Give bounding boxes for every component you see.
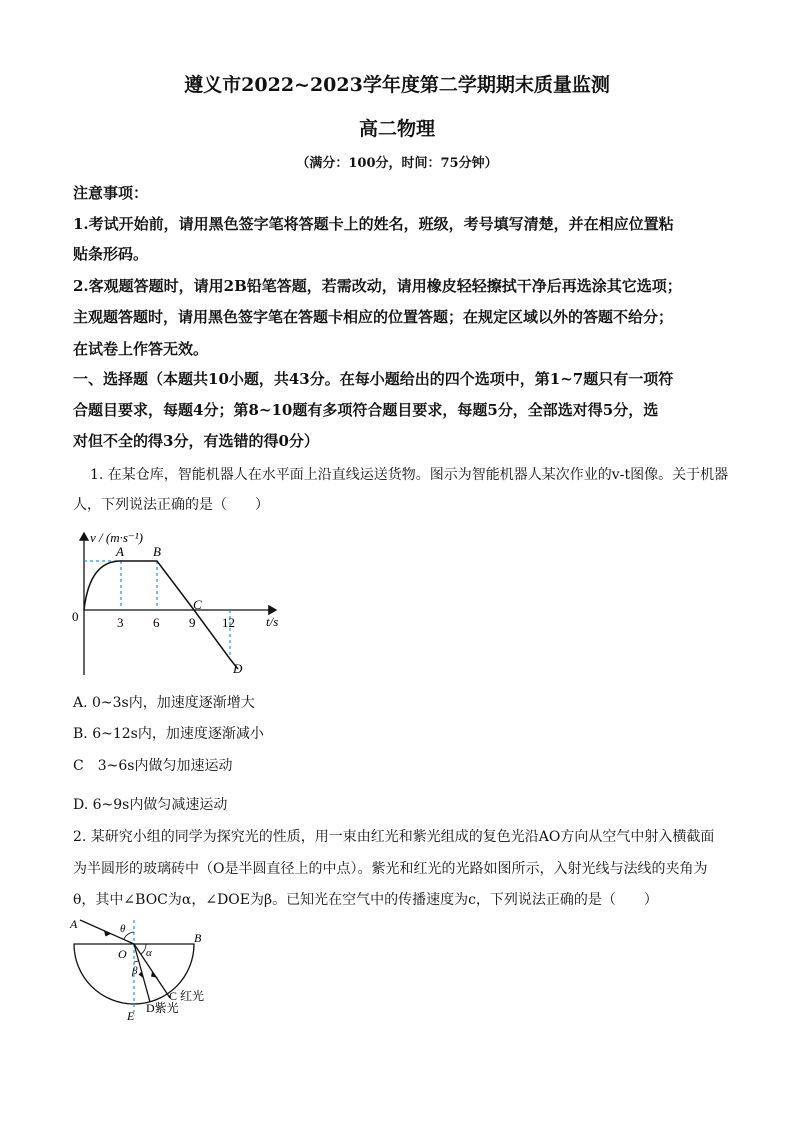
red-ray	[134, 944, 170, 998]
red-arrow	[151, 972, 158, 978]
q2-semicircle-figure	[66, 912, 226, 1024]
label-c-red: C 红光	[169, 989, 205, 1003]
point-d-label: D	[233, 661, 243, 676]
label-alpha: α	[146, 947, 152, 959]
tick-9: 9	[189, 615, 196, 630]
x-axis-label: t/s	[266, 614, 279, 629]
point-b-label: B	[153, 544, 161, 559]
section1-line-3: 对但不全的得3分，有选错的得0分）	[73, 432, 319, 450]
beta-arc	[134, 961, 138, 962]
violet-arrow	[139, 972, 145, 979]
origin-label: 0	[72, 609, 79, 624]
exam-subject: 高二物理	[358, 118, 435, 140]
label-o: O	[118, 947, 127, 961]
notes-line-2a: 2.客观题答题时，请用2B铅笔答题，若需改动，请用橡皮轻轻擦拭干净后再选涂其它选项；	[73, 277, 682, 295]
q2-stem-2: 为半圆形的玻璃砖中（O是半圆直径上的中点）。紫光和红光的光路如图所示，入射光线与法线的夹角为	[73, 861, 708, 877]
notes-line-2c: 在试卷上作答无效。	[73, 340, 209, 358]
q2-stem-1: 2. 某研究小组的同学为探究光的性质，用一束由红光和紫光组成的复色光沿AO方向从空气中射入横截面	[73, 829, 715, 845]
notes-line-1a: 1.考试开始前，请用黑色签字笔将答题卡上的姓名，班级，考号填写清楚，并在相应位置粘	[73, 215, 674, 233]
point-c-label: C	[193, 597, 202, 612]
tick-12: 12	[222, 615, 235, 630]
q1-option-b: B. 6~12s内，加速度逐渐减小	[73, 726, 264, 742]
notes-line-2b: 主观题答题时，请用黑色签字笔在答题卡相应的位置答题；在规定区域以外的答题不给分；	[73, 308, 674, 326]
section1-line-2: 合题目要求，每题4分；第8~10题有多项符合题目要求，每题5分，全部选对得5分，选	[73, 401, 659, 419]
q1-option-d: D. 6~9s内做匀减速运动	[73, 797, 228, 813]
theta-arc	[124, 932, 134, 939]
section1-line-1: 一、选择题（本题共10小题，共43分。在每小题给出的四个选项中，第1~7题只有一项符	[73, 370, 674, 388]
tick-3: 3	[117, 615, 124, 630]
q1-option-a: A. 0~3s内，加速度逐渐增大	[73, 695, 255, 711]
label-d-violet: D紫光	[146, 1001, 179, 1015]
notes-heading: 注意事项：	[73, 184, 149, 202]
exam-title: 遵义市2022~2023学年度第二学期期末质量监测	[184, 74, 610, 96]
y-axis-label: v / (m·s⁻¹)	[90, 530, 143, 545]
label-theta: θ	[120, 923, 126, 935]
notes-line-1b: 贴条形码。	[73, 245, 149, 263]
q1-option-c: C 3~6s内做匀加速运动	[73, 758, 233, 774]
q1-stem-1: 1. 在某仓库，智能机器人在水平面上沿直线运送货物。图示为智能机器人某次作业的v-t图像。关于机器	[90, 467, 729, 483]
label-b: B	[194, 931, 202, 945]
incident-ray	[80, 920, 134, 944]
label-beta: β	[132, 965, 138, 977]
label-e: E	[127, 1009, 135, 1023]
q1-vt-graph	[66, 525, 286, 685]
exam-meta: （满分：100分，时间：75分钟）	[296, 156, 498, 171]
label-a: A	[70, 917, 78, 931]
q1-stem-2: 人，下列说法正确的是（ ）	[73, 497, 269, 513]
point-a-label: A	[116, 544, 124, 559]
vt-curve	[84, 561, 238, 669]
q2-stem-3: θ，其中∠BOC为α，∠DOE为β。已知光在空气中的传播速度为c，下列说法正确的是（ ）	[73, 892, 658, 908]
tick-6: 6	[153, 615, 160, 630]
